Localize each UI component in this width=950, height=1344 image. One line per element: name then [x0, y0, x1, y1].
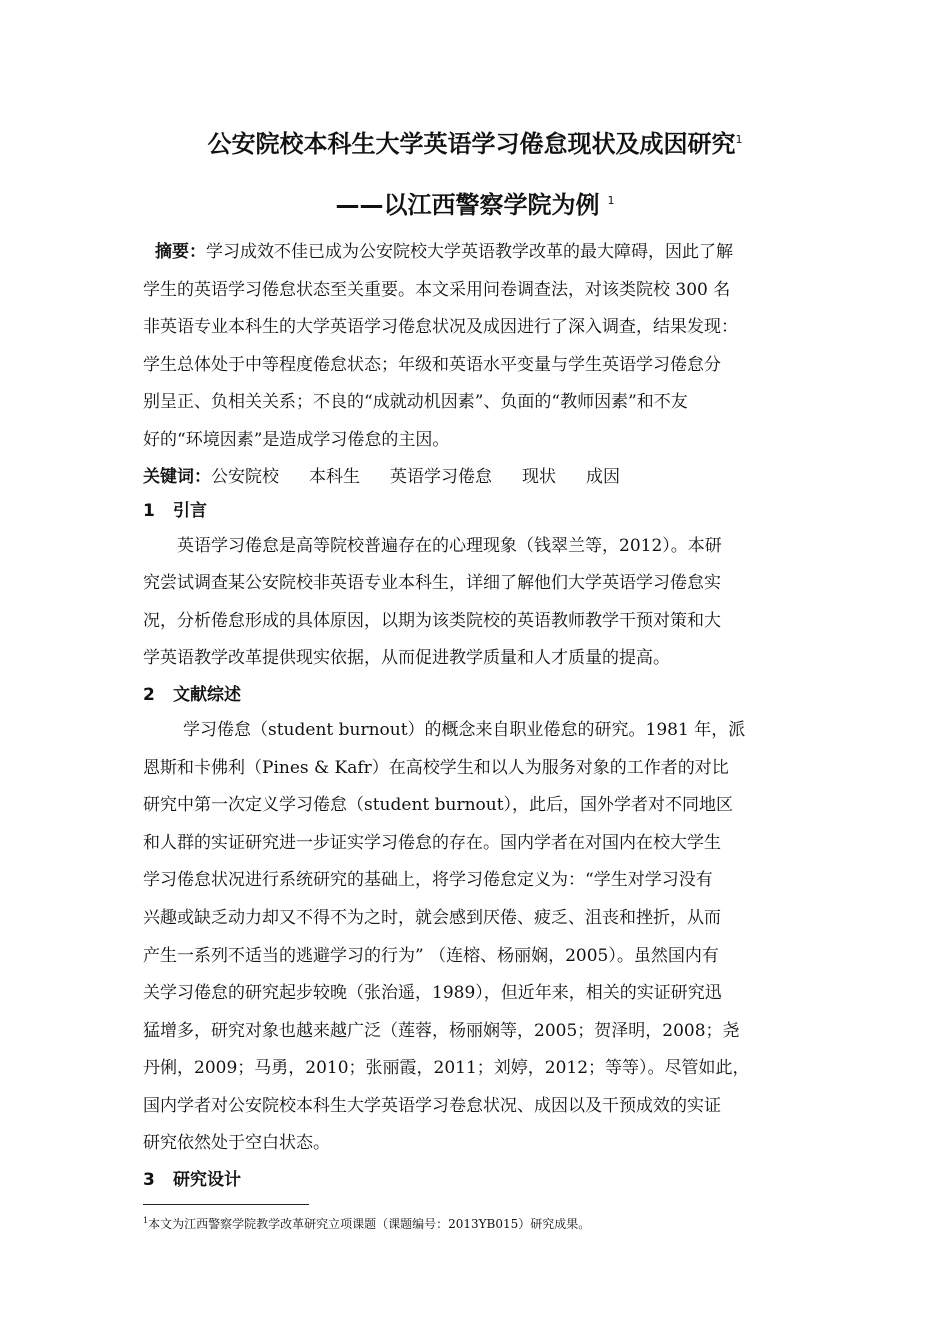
paragraph-line: 英语学习倦怠是高等院校普遍存在的心理现象（钱翠兰等，2012）。本研	[177, 535, 722, 556]
paragraph-line: 关学习倦怠的研究起步较晚（张治遥，1989），但近年来，相关的实证研究迅	[143, 983, 722, 1004]
document-subtitle	[0, 183, 950, 223]
abstract-line-1: 摘要：学习成效不佳已成为公安院校大学英语教学改革的最大障碍，因此了解	[155, 242, 733, 262]
paragraph-line: 恩斯和卡佛利（Pines & Kafr）在高校学生和以人为服务对象的工作者的对比	[143, 757, 729, 778]
paragraph-line: 学英语教学改革提供现实依据，从而促进教学质量和人才质量的提高。	[143, 648, 670, 669]
paragraph-line: 学习倦怠状况进行系统研究的基础上，将学习倦怠定义为：“学生对学习没有	[143, 870, 713, 891]
section-heading: 2 文献综述	[143, 684, 241, 705]
keywords	[143, 460, 813, 494]
footnote-mark: 1	[143, 1216, 149, 1225]
title-text: 公安院校本科生大学英语学习倦怠现状及成因研究	[207, 130, 736, 158]
abstract-line-2: 学生的英语学习倦怠状态至关重要。本文采用问卷调查法，对该类院校 300 名	[143, 279, 731, 300]
footnote-text: 本文为江西警察学院教学改革研究立项课题（课题编号：2013YB015）研究成果。	[148, 1217, 591, 1231]
title-footnote-mark[interactable]: 1	[735, 133, 743, 146]
document-body	[143, 234, 813, 1197]
abstract	[143, 234, 813, 460]
keyword: 公安院校	[211, 466, 279, 487]
document-title	[0, 122, 950, 162]
footnote	[143, 1212, 590, 1233]
keyword: 现状	[522, 466, 556, 487]
section-heading: 1 引言	[143, 500, 207, 521]
paragraph-line: 和人群的实证研究进一步证实学习倦怠的存在。国内学者在对国内在校大学生	[143, 832, 721, 853]
section-heading: 3 研究设计	[143, 1170, 241, 1191]
keyword: 英语学习倦怠	[390, 466, 492, 487]
paragraph-line: 兴趣或缺乏动力却又不得不为之时，就会感到厌倦、疲乏、沮丧和挫折，从而	[143, 907, 721, 928]
paragraph-line: 丹俐，2009；马勇，2010；张丽霞，2011；刘婷，2012；等等）。尽管如此，	[143, 1058, 750, 1079]
keywords-label: 关键词：	[143, 466, 211, 487]
paragraph-line: 学习倦怠（student burnout）的概念来自职业倦怠的研究。1981 年，派	[183, 719, 746, 740]
abstract-line-6: 好的“环境因素”是造成学习倦怠的主因。	[143, 429, 450, 450]
abstract-line-4: 学生总体处于中等程度倦怠状态；年级和英语水平变量与学生英语学习倦怠分	[143, 354, 721, 375]
section-introduction	[143, 494, 813, 678]
paragraph-line: 况，分析倦怠形成的具体原因，以期为该类院校的英语教师教学干预对策和大	[143, 610, 721, 631]
paragraph-line: 猛增多，研究对象也越来越广泛（莲蓉，杨丽娴等，2005；贺泽明，2008；尧	[143, 1020, 740, 1041]
keyword: 本科生	[309, 466, 360, 487]
paragraph-line: 研究中第一次定义学习倦怠（student burnout），此后，国外学者对不同地区	[143, 795, 734, 816]
paragraph-line: 国内学者对公安院校本科生大学英语学习卷怠状况、成因以及干预成效的实证	[143, 1095, 721, 1116]
section-literature-review	[143, 678, 813, 1163]
section-research-design	[143, 1163, 813, 1197]
abstract-line-3: 非英语专业本科生的大学英语学习倦怠状况及成因进行了深入调查，结果发现：	[143, 317, 738, 338]
subtitle-footnote-mark[interactable]: 1	[607, 194, 615, 207]
paragraph-line: 产生一系列不适当的逃避学习的行为” （连榕、杨丽娴，2005）。虽然国内有	[143, 945, 719, 966]
paragraph-line: 究尝试调查某公安院校非英语专业本科生，详细了解他们大学英语学习倦怠实	[143, 573, 721, 594]
abstract-line-5: 别呈正、负相关关系；不良的“成就动机因素”、负面的“教师因素”和不友	[143, 392, 688, 413]
subtitle-text: ——以江西警察学院为例	[335, 191, 600, 219]
keyword: 成因	[586, 466, 620, 487]
footnote-divider	[143, 1204, 309, 1205]
abstract-label: 摘要：	[155, 242, 206, 262]
paragraph-line: 研究依然处于空白状态。	[143, 1133, 330, 1154]
